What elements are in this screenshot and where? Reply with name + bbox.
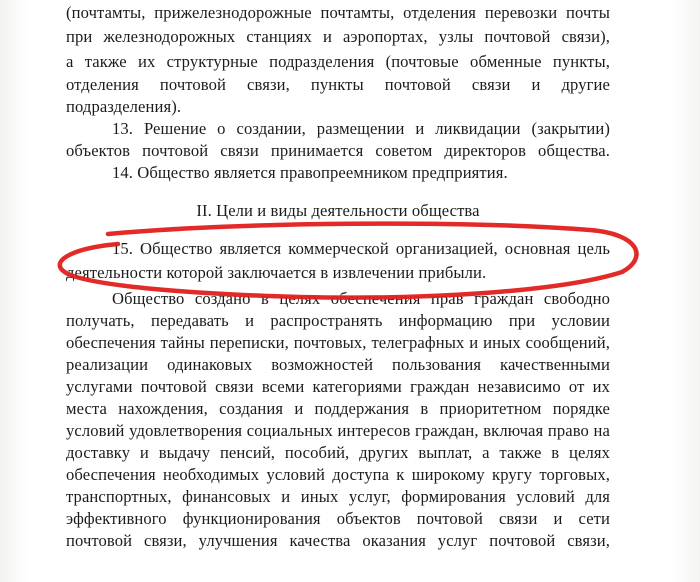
text-line: подразделения).: [66, 97, 182, 116]
paragraph-goals-start: Общество создано в целях обеспечения прав граждан свободно: [112, 289, 610, 308]
text-line: транспортных, финансовых и иных услуг, формирования условий для: [66, 487, 610, 506]
text-line: эффективного функционирования объектов почтовой связи и сети: [66, 509, 610, 528]
text-line: получать, передавать и распространять информацию при условии: [66, 311, 610, 330]
text-line: реализации одинаковых возможностей пользования качественными: [66, 355, 610, 374]
section-heading: II. Цели и виды деятельности общества: [196, 201, 480, 220]
text-line: объектов почтовой связи принимается советом директоров общества.: [66, 141, 610, 160]
text-line: места нахождения, создания и поддержания в приоритетном порядке: [66, 399, 610, 418]
text-line: отделения почтовой связи, пункты почтовой связи и другие: [66, 75, 610, 94]
text-line: почтовой связи, улучшения качества оказания услуг почтовой связи,: [66, 531, 610, 550]
paragraph-15-start: 15. Общество является коммерческой организацией, основная цель: [112, 239, 610, 258]
text-line: условий удовлетворения социальных интересов граждан, включая право на: [66, 421, 610, 440]
text-line: услугами почтовой связи всеми категориями граждан независимо от их: [66, 377, 610, 396]
text-line: (почтамты, прижелезнодорожные почтамты, отделения перевозки почты: [66, 3, 610, 22]
paragraph-14: 14. Общество является правопреемником предприятия.: [112, 163, 508, 182]
text-line: при железнодорожных станциях и аэропортах, узлы почтовой связи),: [66, 27, 610, 46]
paragraph-13-start: 13. Решение о создании, размещении и ликвидации (закрытии): [112, 119, 610, 138]
text-line: деятельности которой заключается в извлечении прибыли.: [66, 263, 487, 282]
text-line: обеспечения необходимых условий доступа к широкому кругу торговых,: [66, 465, 610, 484]
text-line: а также их структурные подразделения (почтовые обменные пункты,: [66, 52, 610, 71]
text-line: обеспечения тайны переписки, почтовых, телеграфных и иных сообщений,: [66, 333, 610, 352]
text-line: доставку и выдачу пенсий, пособий, других выплат, а также в целях: [66, 443, 610, 462]
